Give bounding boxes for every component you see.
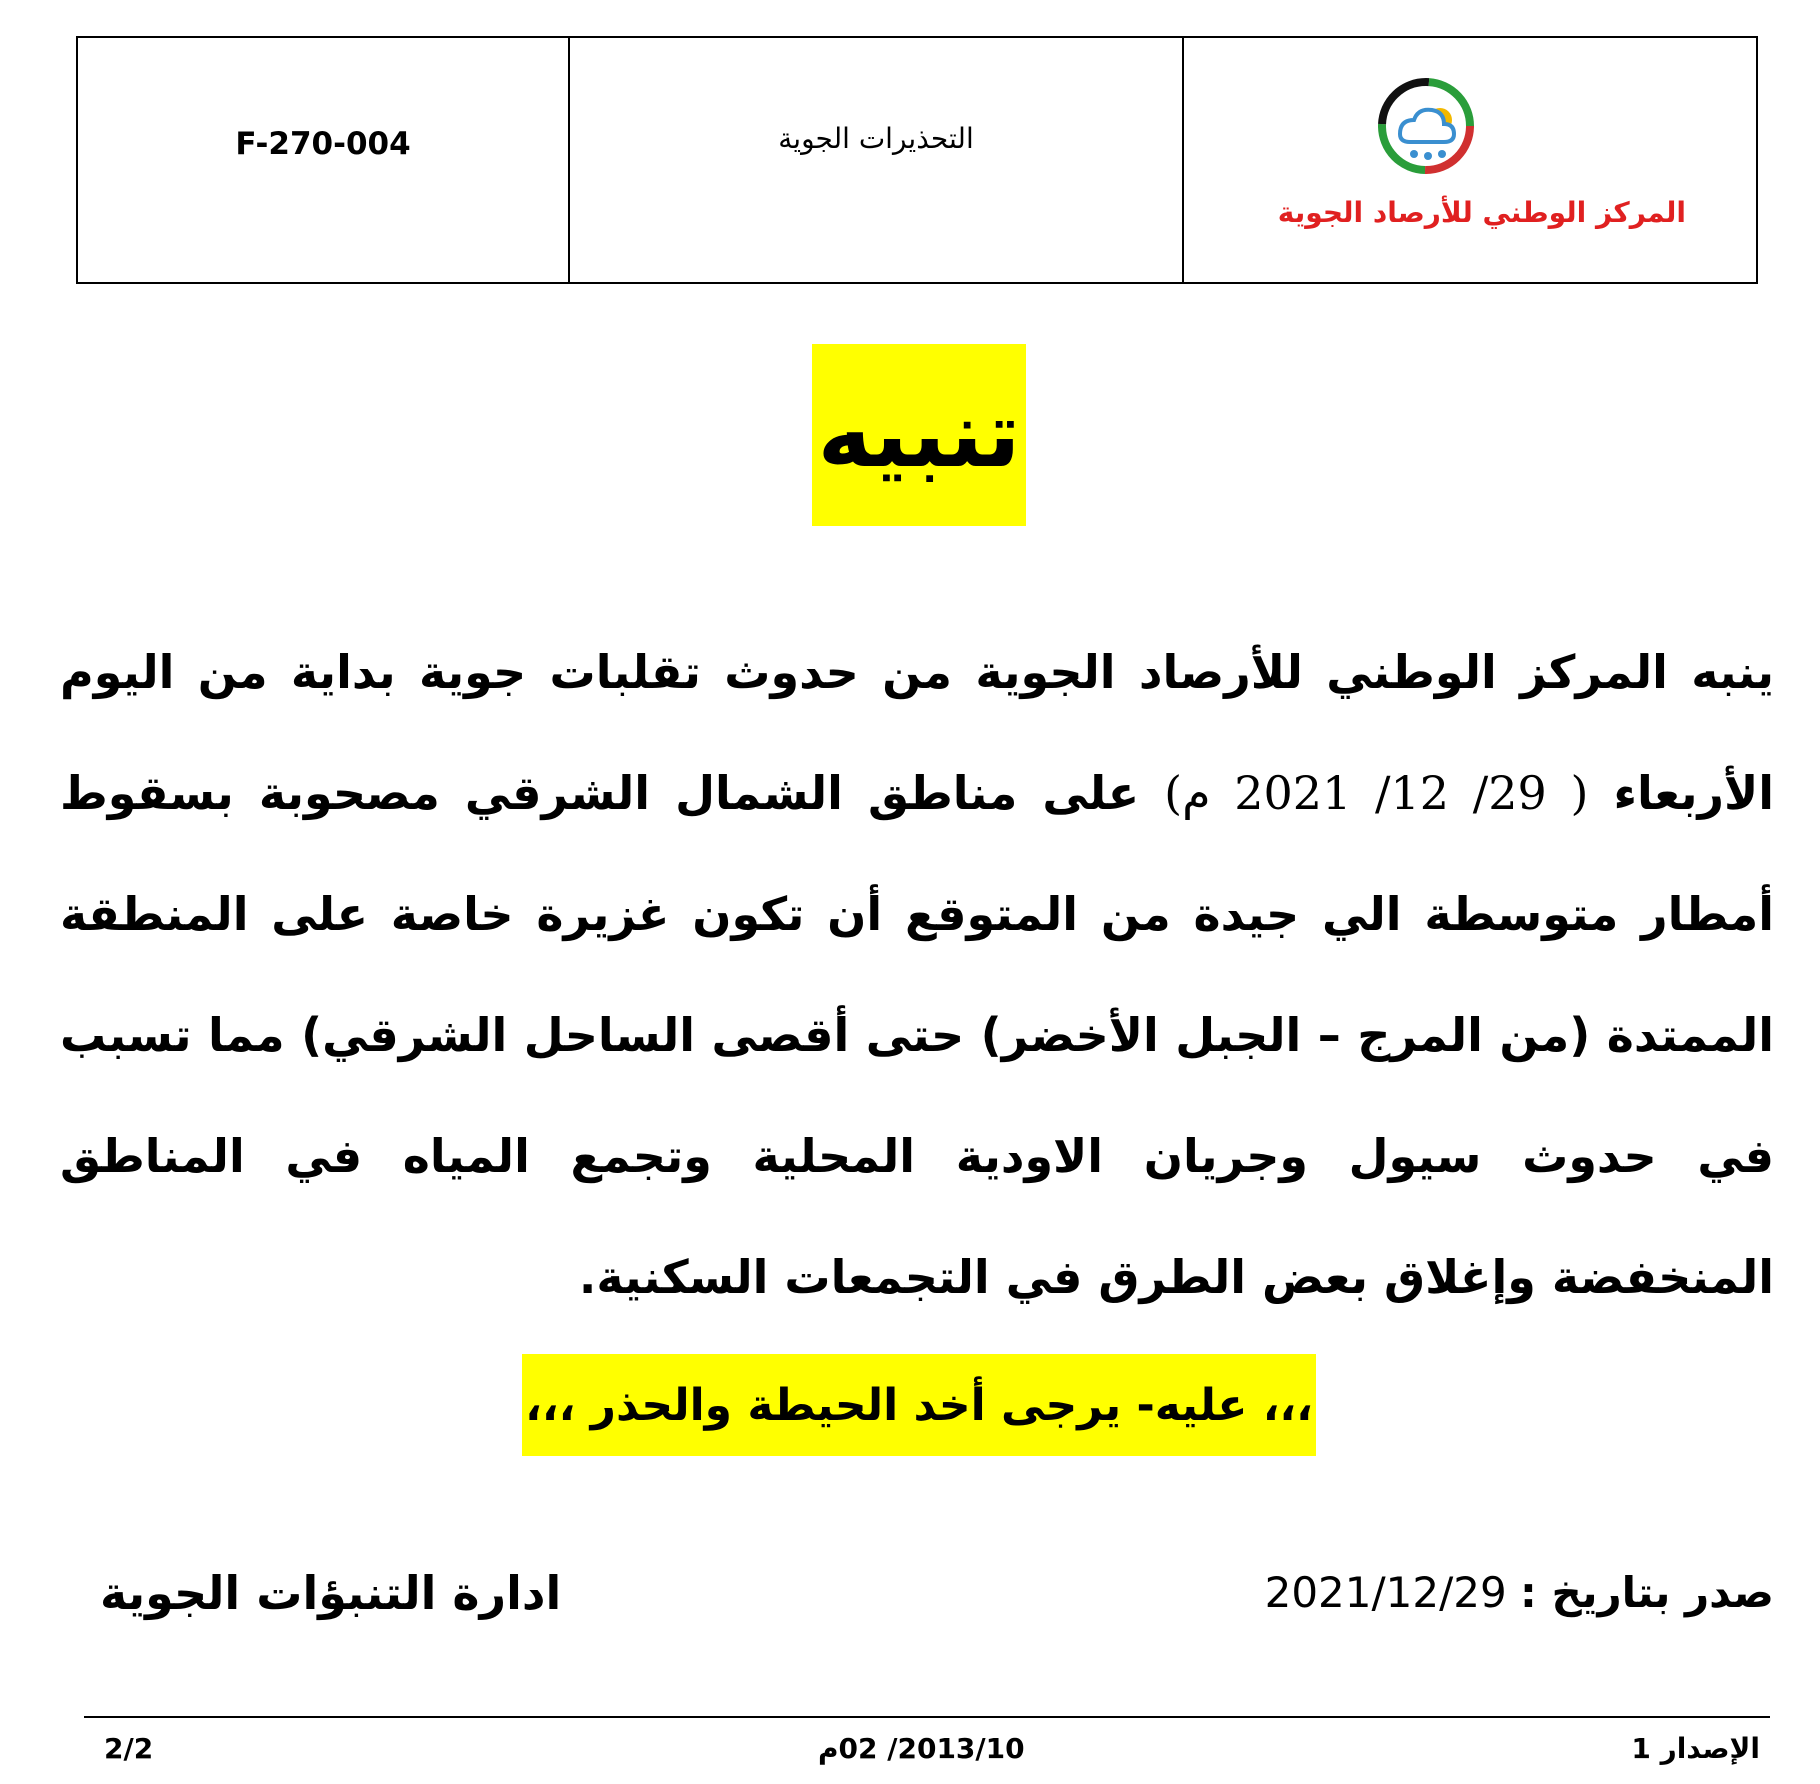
footer-divider bbox=[84, 1716, 1770, 1718]
weather-logo-icon bbox=[1374, 76, 1478, 176]
body-part-2: على مناطق الشمال الشرقي مصحوبة بسقوط أمطار متوسطة الي جيدة من المتوقع أن تكون غزيرة خاصة على المنطقة الممتدة (من المرج – الجبل الأخضر) حتى أقصى الساحل الشرقي) مما تسبب في حدوث سيول وجريان الاودية المحلية وتجمع المياه في المناطق المنخفضة وإغلاق بعض الطرق في التجمعات السكنية. bbox=[60, 766, 1774, 1304]
issued-date bbox=[1265, 1568, 1774, 1617]
header-table bbox=[76, 36, 1758, 284]
doc-title-cell bbox=[570, 38, 1184, 282]
footer-issue: الإصدار 1 bbox=[1631, 1732, 1760, 1765]
department-name: ادارة التنبؤات الجوية bbox=[100, 1566, 562, 1620]
caution-text: ،،، عليه- يرجى أخد الحيطة والحذر ،،، bbox=[525, 1379, 1313, 1431]
caution-banner bbox=[522, 1354, 1316, 1456]
footer-date: 2013/10/ 02م bbox=[818, 1732, 1025, 1765]
issued-value: 2021/12/29 bbox=[1264, 1568, 1507, 1617]
alert-title: تنبيه bbox=[817, 381, 1021, 488]
body-date: ( 29/ 12/ 2021 م) bbox=[1164, 766, 1589, 820]
footer-page-number: 2/2 bbox=[104, 1732, 154, 1765]
body-part-1: ينبه المركز الوطني للأرصاد الجوية من حدوث تقلبات جوية بداية من اليوم الأربعاء bbox=[60, 645, 1774, 820]
doc-title: التحذيرات الجوية bbox=[778, 122, 974, 155]
alert-body bbox=[60, 612, 1774, 1338]
form-code-cell bbox=[78, 38, 570, 282]
alert-banner bbox=[812, 344, 1026, 526]
issued-label: صدر بتاريخ : bbox=[1520, 1568, 1774, 1617]
form-code: F-270-004 bbox=[235, 126, 411, 162]
org-cell bbox=[1184, 38, 1756, 282]
org-name: المركز الوطني للأرصاد الجوية bbox=[1277, 196, 1686, 229]
